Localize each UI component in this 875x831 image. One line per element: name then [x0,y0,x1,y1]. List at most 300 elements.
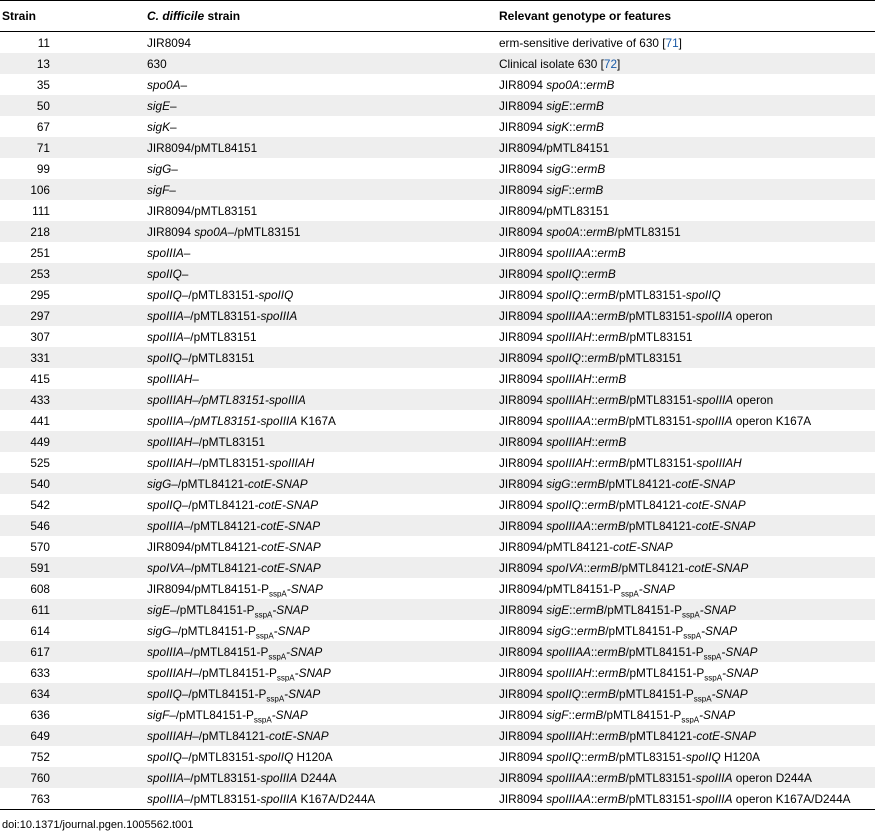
genotype [499,368,875,389]
strain-name-segment: – [183,308,191,323]
strain-name-segment: – [183,518,191,533]
genotype-segment: JIR8094 [499,371,547,386]
genotype-segment: /pMTL84151-P [625,644,704,659]
strain-name-segment: cotE-SNAP [248,476,308,491]
strain-name-segment: /pMTL83151- [188,749,259,764]
genotype-segment: JIR8094 [499,245,547,260]
strain-number: 614 [30,623,50,638]
strain-number: 253 [0,263,72,284]
strain-name-segment: cotE-SNAP [261,539,321,554]
genotype-segment: -SNAP [638,581,675,596]
table-row [0,326,875,347]
table-row [0,578,875,599]
strain-name [72,431,499,452]
strain-name-segment: spoIIIA [147,518,184,533]
table-row [0,599,875,620]
genotype-segment: erm-sensitive derivative of 630 [499,35,663,50]
genotype-segment: /pMTL83151- [615,749,686,764]
genotype-segment: operon K167A [732,413,812,428]
genotype-segment: :: [580,287,588,302]
genotype [499,116,875,137]
genotype-segment: ermB [597,308,626,323]
strain-number: 449 [0,431,72,452]
strain-name-segment: – [171,476,178,491]
genotype-segment: ermB [597,518,626,533]
genotype-segment: /pMTL84151-P [603,602,682,617]
genotype-segment: ermB [597,791,626,806]
strain-name-segment: K167A [297,413,336,428]
genotype-segment: sspA [620,588,639,598]
genotype-segment: spoIIIAH [696,455,742,470]
strain-name-segment: cotE-SNAP [261,560,321,575]
genotype-segment: ermB [586,224,615,239]
table-row [0,620,875,641]
genotype [499,95,875,116]
strain-name-segment: spoIIIA [147,791,184,806]
strain-name-segment: – [171,623,178,638]
strain-name-segment: – [184,560,191,575]
genotype-segment: cotE-SNAP [685,497,746,512]
strain-number: 106 [0,179,72,200]
strain-number: 441 [30,413,50,428]
genotype-segment: spoIIIAA [546,644,591,659]
genotype [499,284,875,305]
genotype-segment: spoIIQ [546,497,581,512]
genotype-segment: ermB [597,644,626,659]
genotype-segment: spoIIQ [685,749,721,764]
genotype-segment: :: [568,707,576,722]
genotype-segment: ermB [577,161,606,176]
strain-name-segment: spoIIIAH [147,371,193,386]
genotype-segment: JIR8094 [499,707,547,722]
strain-name-segment: K167A/D244A [297,791,376,806]
table-row [0,641,875,662]
genotype-segment: ermB [587,749,616,764]
strain-name-segment: /pMTL84151-P [190,644,269,659]
genotype-segment: JIR8094 [499,497,547,512]
table-row [0,305,875,326]
table-row [0,389,875,410]
strain-name-segment: sigG [147,476,172,491]
strain-name-segment: /pMTL83151- [190,308,261,323]
strain-number: 525 [30,455,50,470]
strain-name-segment: JIR8094/pMTL84151 [147,140,258,155]
genotype-segment: cotE-SNAP [688,560,749,575]
genotype-segment: ermB [598,434,627,449]
genotype-segment: JIR8094 [499,392,547,407]
strain-name [72,473,499,494]
genotype-segment: JIR8094 [499,98,547,113]
strain-name [72,158,499,179]
genotype-segment: JIR8094 [499,434,547,449]
strain-name-segment: – [192,455,199,470]
strain-name-segment: /pMTL84121- [198,728,269,743]
strain-name-segment: D244A [297,770,337,785]
genotype-segment: ermB [587,266,616,281]
strain-name-segment: spoIIQ [147,497,182,512]
genotype-segment: :: [591,329,599,344]
strain-name [72,242,499,263]
strain-name-segment: sspA [268,588,287,598]
strain-number: 649 [0,725,72,746]
strain-name-segment: – [183,644,191,659]
strain-name-segment: spoIIQ [147,749,182,764]
table-row [0,725,875,746]
genotype-segment: :: [580,749,588,764]
genotype-segment: spoIIIA [695,791,733,806]
genotype-segment: sigG [546,476,571,491]
genotype-segment: ermB [598,371,627,386]
genotype-segment: /pMTL83151 [615,350,682,365]
genotype-segment: JIR8094/pMTL84151 [499,140,610,155]
strain-name-segment: spoIIIAH [147,392,193,407]
strain-name-segment: /pMTL83151 [190,329,257,344]
strain-name-segment: JIR8094/pMTL84121- [147,539,262,554]
strain-name-segment: – [181,266,189,281]
strain-name-segment: sspA [276,672,295,682]
strain-name [72,326,499,347]
strain-number: 331 [0,347,72,368]
genotype-segment: /pMTL83151- [625,413,696,428]
genotype-segment: sspA [681,714,700,724]
ref-bracket-open: [ [600,56,604,71]
strain-name-segment: – [169,707,176,722]
strain-name-segment: /pMTL84121- [177,476,248,491]
strain-name-segment: JIR8094/pMTL84151-P [147,581,269,596]
genotype-segment: JIR8094 [499,665,547,680]
table-row [0,515,875,536]
genotype-segment: ermB [577,476,606,491]
strain-name [72,767,499,788]
genotype-segment: :: [590,791,598,806]
genotype-segment: sspA [681,609,700,619]
genotype [499,305,875,326]
genotype-segment: JIR8094 [499,476,547,491]
strain-name-segment: – [169,119,177,134]
strain-name [72,305,499,326]
strain-name [72,200,499,221]
strain-name-segment: – [169,182,176,197]
genotype [499,515,875,536]
genotype-segment: JIR8094 [499,518,547,533]
genotype-segment: :: [591,728,599,743]
strain-name [72,536,499,557]
strain-name [72,137,499,158]
strain-name-segment: – [181,749,189,764]
strain-name-segment: – [181,350,189,365]
table-row [0,137,875,158]
strain-name-segment: spoIIQ [258,287,294,302]
strain-name [72,494,499,515]
table-row [0,347,875,368]
table-body [0,32,875,810]
strain-name-segment: sspA [255,630,274,640]
genotype-segment: JIR8094 [499,602,547,617]
genotype-segment: JIR8094 [499,749,547,764]
strain-name [72,221,499,242]
strain-name-segment: 630 [147,56,167,71]
strain-name [72,746,499,767]
strain-name-segment: sigF [147,707,170,722]
genotype-segment: spoIIQ [546,287,581,302]
genotype-segment: JIR8094 [499,224,547,239]
genotype-segment: spoIIIAA [546,770,591,785]
genotype-segment: spoIIIAA [546,413,591,428]
strain-name-segment: – [181,287,189,302]
strain-number: 611 [0,599,72,620]
genotype-segment: :: [569,602,576,617]
genotype-segment: operon K167A/D244A [732,791,851,806]
strain-name-segment: spoIIIAH [147,434,193,449]
genotype-segment: sspA [703,651,722,661]
genotype-segment: JIR8094 [499,455,547,470]
genotype-segment: spoIIIA [695,308,733,323]
genotype-segment: :: [570,623,578,638]
genotype-segment: :: [591,434,599,449]
table-row [0,116,875,137]
strain-name-segment: -SNAP [294,665,331,680]
table-row [0,452,875,473]
table-row [0,221,875,242]
strain-name [72,515,499,536]
strain-name-segment: spoIIIA [260,770,298,785]
genotype-segment: :: [591,455,599,470]
strain-name-segment: spoIIIAH [268,455,315,470]
strain-name [72,410,499,431]
genotype-segment: /pMTL84121- [626,728,697,743]
genotype-segment: spoIIQ [546,350,581,365]
strain-name-segment: /pMTL84151-P [188,686,267,701]
strain-name-segment: /pMTL84151-P [177,623,256,638]
genotype-segment: /pMTL84151-P [615,686,694,701]
strain-name-segment: JIR8094 [147,35,191,50]
genotype-segment: spoIIQ [546,686,581,701]
genotype-segment: :: [569,98,576,113]
genotype [499,767,875,788]
strain-number: 546 [0,515,72,536]
genotype [499,557,875,578]
genotype-segment: ermB [587,497,616,512]
strain-name-segment: – [181,497,189,512]
genotype-segment: :: [590,308,598,323]
genotype-segment: -SNAP [699,707,736,722]
strain-number: 71 [0,137,72,158]
table-row [0,158,875,179]
strain-name-segment: spoIIIA [260,308,298,323]
genotype-segment: sigF [546,182,569,197]
genotype-segment: spoIVA [546,560,584,575]
genotype-segment: /pMTL83151 [614,224,681,239]
strain-number: 763 [0,788,72,810]
strain-name [72,74,499,95]
strain-name-segment: cotE-SNAP [268,728,329,743]
genotype [499,620,875,641]
strain-name-segment: – [183,770,191,785]
table-row [0,284,875,305]
genotype-segment: ermB [598,455,627,470]
strain-number: 13 [0,53,72,74]
strain-name-segment: spoIIQ [147,287,182,302]
header-cd-species: C. difficile [147,9,205,23]
genotype-segment: spoIIIAH [546,392,592,407]
genotype-segment: -SNAP [711,686,748,701]
genotype-segment: spo0A [546,224,580,239]
genotype-segment: JIR8094 [499,623,547,638]
strain-name-segment: – [192,665,199,680]
genotype-segment: JIR8094 [499,644,547,659]
genotype-segment: :: [590,644,598,659]
genotype-segment: spoIIIAH [546,665,592,680]
table-row [0,74,875,95]
genotype-segment: ermB [575,119,604,134]
table-row [0,557,875,578]
genotype-segment: cotE-SNAP [613,539,673,554]
genotype-segment: spoIIQ [546,266,581,281]
genotype-segment: sspA [683,630,702,640]
table-row [0,536,875,557]
strain-name-segment: -SNAP [286,644,323,659]
genotype [499,158,875,179]
genotype [499,578,875,599]
strain-name [72,641,499,662]
strain-name-segment: – [183,413,191,428]
table-row [0,767,875,788]
genotype-segment: /pMTL83151- [626,455,697,470]
genotype-segment: spoIIIAH [546,728,592,743]
genotype-segment: spoIIIA [695,413,733,428]
strain-number: 251 [30,245,50,260]
genotype [499,683,875,704]
genotype-segment: sigE [546,602,570,617]
strain-name-segment: – [180,77,188,92]
strain-name-segment: /pMTL83151-spoIIIA [198,392,306,407]
genotype-segment: ermB [590,560,619,575]
strain-name [72,704,499,725]
genotype-segment: /pMTL83151 [626,329,693,344]
genotype-segment: /pMTL83151- [626,392,697,407]
genotype [499,179,875,200]
genotype [499,494,875,515]
genotype-segment: cotE-SNAP [696,728,757,743]
genotype-segment: :: [590,518,598,533]
table-row [0,242,875,263]
genotype [499,725,875,746]
genotype-segment: ermB [575,98,604,113]
genotype-segment: spoIIIAH [546,455,592,470]
genotype-segment: -SNAP [721,644,758,659]
strain-name-segment: spoIIIA [147,644,184,659]
strain-number: 633 [30,665,50,680]
strain-number: 295 [30,287,50,302]
table-row [0,662,875,683]
genotype [499,137,875,158]
strain-name-segment: spoIIIA [147,413,184,428]
genotype-segment: /pMTL84151-P [603,707,682,722]
genotype-segment: :: [569,119,576,134]
strain-name-segment: spoIIIA [147,245,184,260]
genotype-segment: spoIIIAA [546,245,591,260]
strain-name-segment: /pMTL83151- [190,770,261,785]
strain-name [72,557,499,578]
genotype-segment: sspA [693,693,712,703]
table-row [0,200,875,221]
strain-number: 415 [30,371,50,386]
genotype-segment: JIR8094 [499,791,547,806]
table-row [0,53,875,74]
strain-name-segment: sigG [147,623,172,638]
strain-name-segment: cotE-SNAP [260,518,321,533]
strain-name-segment: /pMTL84151-P [175,707,254,722]
strain-number: 111 [32,203,50,218]
strain-name-segment: sspA [253,714,272,724]
genotype-segment: ermB [597,245,626,260]
genotype-segment: spoIIQ [685,287,721,302]
strain-name [72,662,499,683]
table-row [0,431,875,452]
genotype-segment: operon D244A [732,770,812,785]
strain-name-segment: – [183,245,191,260]
strain-name-segment: spoIVA [147,560,185,575]
genotype [499,788,875,810]
strain-name-segment: – [192,434,199,449]
genotype-segment: spoIIIAA [546,791,591,806]
genotype-segment: ermB [587,350,616,365]
genotype-segment: sigF [546,707,569,722]
genotype [499,389,875,410]
table-row [0,473,875,494]
genotype-segment: JIR8094 [499,560,547,575]
strain-number: 99 [36,161,50,176]
genotype-segment: /pMTL83151- [615,287,686,302]
reference-link[interactable]: 71 [665,35,679,50]
strain-name-segment: spoIIIA [147,770,184,785]
genotype-segment: /pMTL84151-P [626,665,705,680]
strain-number: 297 [0,305,72,326]
genotype-segment: :: [580,350,588,365]
genotype-segment: JIR8094 [499,728,547,743]
strain-name-segment: sspA [268,651,287,661]
genotype-segment: :: [591,371,599,386]
strain-name-segment: spoIIQ [147,350,182,365]
genotype [499,536,875,557]
strain-number: 760 [0,767,72,788]
genotype-segment: spo0A [546,77,580,92]
doi-caption: doi:10.1371/journal.pgen.1005562.t001 [2,819,194,831]
strain-name-segment: – [192,371,199,386]
genotype-segment: ermB [597,770,626,785]
genotype-segment: spoIIIAH [546,329,592,344]
genotype [499,641,875,662]
strain-name-segment: /pMTL83151-spoIIIA [190,413,298,428]
genotype-segment: /pMTL84151-P [605,623,684,638]
strain-number: 67 [36,119,50,134]
strain-name [72,389,499,410]
genotype-segment: /pMTL84121- [625,518,696,533]
genotype-segment: :: [590,245,598,260]
strain-name-segment: sspA [266,693,285,703]
strain-number: 433 [0,389,72,410]
table-row [0,746,875,767]
genotype-segment: ermB [575,707,604,722]
strain-name-segment: -SNAP [271,707,308,722]
strain-name-segment: /pMTL83151- [198,455,269,470]
strain-name-segment: – [183,791,191,806]
strain-name-segment: -SNAP [284,686,321,701]
strain-name [72,599,499,620]
strain-name-segment: – [192,392,199,407]
genotype [499,473,875,494]
reference-link[interactable]: 72 [603,56,618,71]
